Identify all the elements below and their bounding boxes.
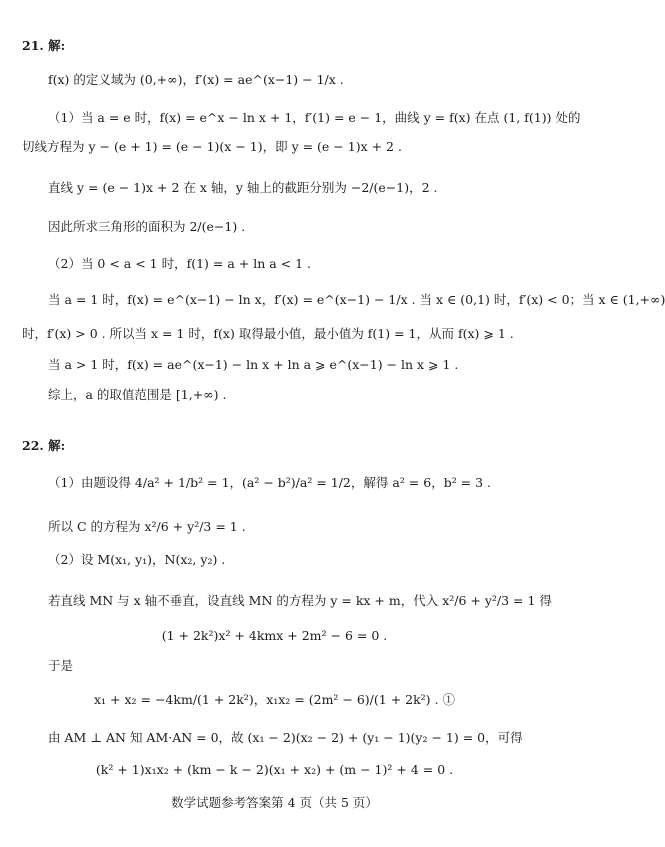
q22-heading: 22. 解: <box>22 438 66 453</box>
q22-line-equation: 所以 C 的方程为 x²/6 + y²/3 = 1 . <box>48 519 246 534</box>
page-footer: 数学试题参考答案第 4 页（共 5 页） <box>171 795 378 810</box>
q22-line-part2: （2）设 M(x₁, y₁)，N(x₂, y₂) . <box>48 552 226 567</box>
q22-line-part1: （1）由题设得 4/a² + 1/b² = 1，(a² − b²)/a² = 1/2，解得 a² = 6，b² = 3 . <box>48 475 492 490</box>
q21-line-a-gt-1: 当 a > 1 时，f(x) = ae^(x−1) − ln x + ln a ⩾ e^(x−1) − ln x ⩾ 1 . <box>48 357 459 372</box>
q21-line-part2: （2）当 0 < a < 1 时，f(1) = a + ln a < 1 . <box>48 256 312 271</box>
q21-line-minimum: 时，f′(x) > 0 . 所以当 x = 1 时，f(x) 取得最小值，最小值为 f(1) = 1，从而 f(x) ⩾ 1 . <box>22 326 514 341</box>
q21-line-tangent: 切线方程为 y − (e + 1) = (e − 1)(x − 1)，即 y = (e − 1)x + 2 . <box>22 139 402 154</box>
q22-line-therefore: 于是 <box>48 658 74 673</box>
q22-line-expanded: (k² + 1)x₁x₂ + (km − k − 2)(x₁ + x₂) + (m − 1)² + 4 = 0 . <box>95 762 454 777</box>
q21-line-part1: （1）当 a = e 时，f(x) = e^x − ln x + 1，f′(1) = e − 1，曲线 y = f(x) 在点 (1, f(1)) 处的 <box>48 110 581 125</box>
q21-line-a-eq-1: 当 a = 1 时，f(x) = e^(x−1) − ln x，f′(x) = e^(x−1) − 1/x . 当 x ∈ (0,1) 时，f′(x) < 0；当 x ∈ (1,+∞) <box>48 292 665 307</box>
q21-line-conclusion: 综上，a 的取值范围是 [1,+∞) . <box>48 387 227 402</box>
q22-line-quadratic: (1 + 2k²)x² + 4kmx + 2m² − 6 = 0 . <box>161 628 388 643</box>
q21-line-area: 因此所求三角形的面积为 2/(e−1) . <box>48 219 246 234</box>
q22-line-perpendicular: 由 AM ⊥ AN 知 AM·AN = 0，故 (x₁ − 2)(x₂ − 2) + (y₁ − 1)(y₂ − 1) = 0，可得 <box>48 730 523 745</box>
q21-line-domain: f(x) 的定义域为 (0,+∞)，f′(x) = ae^(x−1) − 1/x . <box>48 72 344 87</box>
q22-line-vieta: x₁ + x₂ = −4km/(1 + 2k²)，x₁x₂ = (2m² − 6)/(1 + 2k²) . ① <box>94 692 455 707</box>
q21-heading: 21. 解: <box>22 38 66 53</box>
q22-line-line-mn: 若直线 MN 与 x 轴不垂直，设直线 MN 的方程为 y = kx + m，代入 x²/6 + y²/3 = 1 得 <box>48 593 552 608</box>
q21-line-intercepts: 直线 y = (e − 1)x + 2 在 x 轴，y 轴上的截距分别为 −2/(e−1)，2 . <box>48 180 438 195</box>
